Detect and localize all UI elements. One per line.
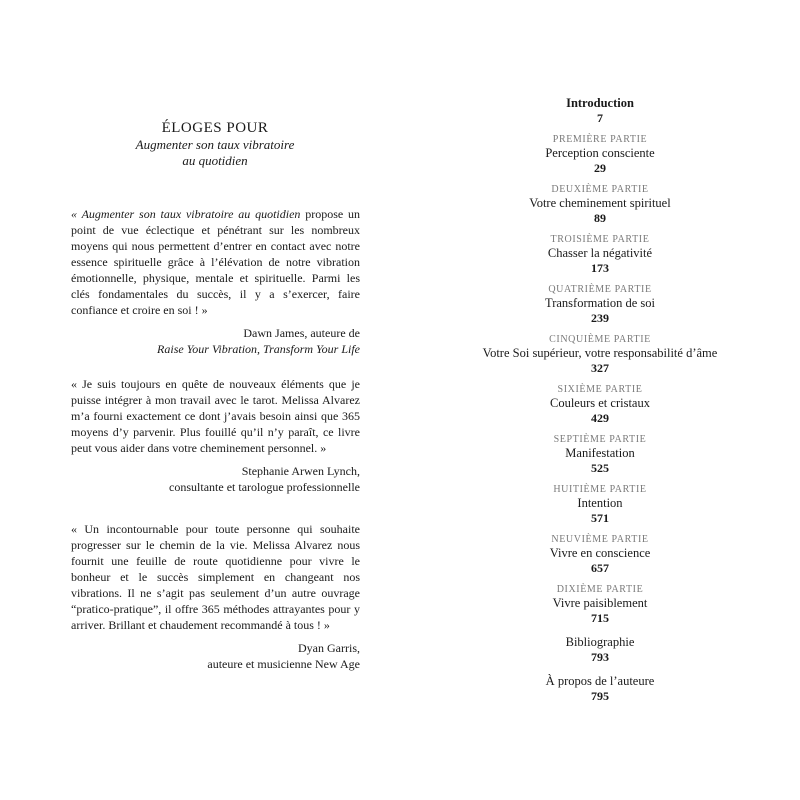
toc-part-label: SIXIÈME PARTIE	[557, 384, 643, 395]
praise-title: ÉLOGES POUR	[161, 120, 269, 136]
toc-part-title: Manifestation	[565, 446, 635, 460]
toc-part-label: QUATRIÈME PARTIE	[548, 284, 652, 295]
table-of-contents-page	[400, 0, 800, 800]
quote-2-attribution	[71, 463, 360, 495]
toc-part-title: Chasser la négativité	[547, 246, 653, 260]
toc-part-page: 429	[591, 411, 609, 425]
toc-part-page: 29	[594, 161, 606, 175]
quote-2-author-detail: consultante et tarologue professionnelle	[169, 480, 360, 494]
toc-part-label: DEUXIÈME PARTIE	[551, 184, 649, 195]
toc-entry-part-2	[400, 183, 800, 225]
quote-3-attribution	[71, 640, 360, 672]
quote-3-author-detail: auteure et musicienne New Age	[207, 657, 360, 671]
toc-part-title: Transformation de soi	[545, 296, 655, 310]
toc-bibliography-page: 793	[591, 650, 609, 664]
quote-1-body: propose un point de vue éclectique et pénétrant sur les nombreux moyens qui nous permettent d’entrer en contact avec notre essence spirituelle grâce à l’élévation de notre vibration émotionnelle, physique, mentale et spirituelle. Parmi les clés fondamentales du succès, il y a s’exercer, faire confiance et croire en soi ! »	[71, 207, 360, 317]
toc-entry-part-7	[400, 433, 800, 475]
toc-part-label: DIXIÈME PARTIE	[556, 584, 644, 595]
toc-entry-part-10	[400, 583, 800, 625]
toc-part-title: Vivre paisiblement	[552, 596, 648, 610]
quote-1-attribution	[71, 325, 360, 357]
toc-entry-part-6	[400, 383, 800, 425]
toc-part-page: 715	[591, 611, 609, 625]
toc-entry-part-9	[400, 533, 800, 575]
toc-about-page: 795	[591, 689, 609, 703]
toc-part-label: TROISIÈME PARTIE	[550, 234, 650, 245]
quote-block-1	[71, 206, 360, 357]
quote-text-1	[71, 206, 360, 318]
toc-about-title: À propos de l’auteure	[545, 674, 655, 688]
toc-part-title: Votre Soi supérieur, votre responsabilité d’âme	[482, 346, 718, 360]
praise-book-title-line2: au quotidien	[182, 153, 248, 168]
quote-1-book-title: « Augmenter son taux vibratoire au quotidien	[71, 207, 301, 221]
toc-bibliography-title: Bibliographie	[565, 635, 635, 649]
toc-entry-part-3	[400, 233, 800, 275]
quote-2-author: Stephanie Arwen Lynch,	[241, 464, 360, 478]
toc-entry-part-5	[400, 333, 800, 375]
toc-part-page: 525	[591, 461, 609, 475]
toc-entry-introduction	[400, 96, 800, 125]
quote-1-author: Dawn James, auteure de	[243, 326, 360, 340]
toc-part-label: PREMIÈRE PARTIE	[552, 134, 648, 145]
quote-text-3: « Un incontournable pour toute personne qui souhaite progresser sur le chemin de la vie. Melissa Alvarez nous fournit une feuille de route quotidienne pour vivre le bonheur et le succès simplement en changeant nos vibrations. Il ne s’agit pas seulement d’un autre ouvrage “pratico-pratique”, il offre 365 méthodes attrayantes pour y arriver. Brillant et chaudement recommandé à tous ! »	[71, 522, 360, 632]
quote-block-3	[71, 521, 360, 672]
praise-book-title-line1: Augmenter son taux vibratoire	[135, 137, 295, 152]
toc-part-title: Intention	[577, 496, 623, 510]
toc-entry-part-4	[400, 283, 800, 325]
toc-entry-about-author	[400, 674, 800, 703]
toc-part-title: Couleurs et cristaux	[550, 396, 650, 410]
table-of-contents	[400, 96, 800, 703]
quote-3-author: Dyan Garris,	[298, 641, 360, 655]
quote-text-2: « Je suis toujours en quête de nouveaux éléments que je puisse intégrer à mon travail avec le tarot. Melissa Alvarez m’a fourni exactement ce dont j’avais besoin ainsi que 365 moyens d’y parvenir. Plus fouillé qu’il n’y paraît, ce livre peut vous aider dans votre cheminement personnel. »	[71, 377, 360, 455]
quote-1-author-detail: Raise Your Vibration, Transform Your Life	[157, 342, 360, 356]
toc-part-label: SEPTIÈME PARTIE	[553, 434, 647, 445]
toc-part-title: Vivre en conscience	[549, 546, 651, 560]
toc-part-page: 571	[591, 511, 609, 525]
toc-entry-bibliography	[400, 635, 800, 664]
toc-part-label: CINQUIÈME PARTIE	[549, 334, 651, 345]
toc-introduction-title: Introduction	[566, 96, 634, 110]
toc-part-page: 657	[591, 561, 609, 575]
toc-part-page: 89	[594, 211, 606, 225]
toc-part-title: Votre cheminement spirituel	[529, 196, 671, 210]
praise-header	[70, 120, 360, 169]
toc-entry-part-8	[400, 483, 800, 525]
toc-part-title: Perception consciente	[545, 146, 655, 160]
toc-part-page: 173	[591, 261, 609, 275]
toc-part-page: 327	[591, 361, 609, 375]
quote-block-2	[71, 376, 360, 495]
toc-part-page: 239	[591, 311, 609, 325]
toc-entry-part-1	[400, 133, 800, 175]
toc-part-label: HUITIÈME PARTIE	[553, 484, 647, 495]
toc-part-label: NEUVIÈME PARTIE	[551, 534, 649, 545]
toc-introduction-page: 7	[597, 111, 603, 125]
